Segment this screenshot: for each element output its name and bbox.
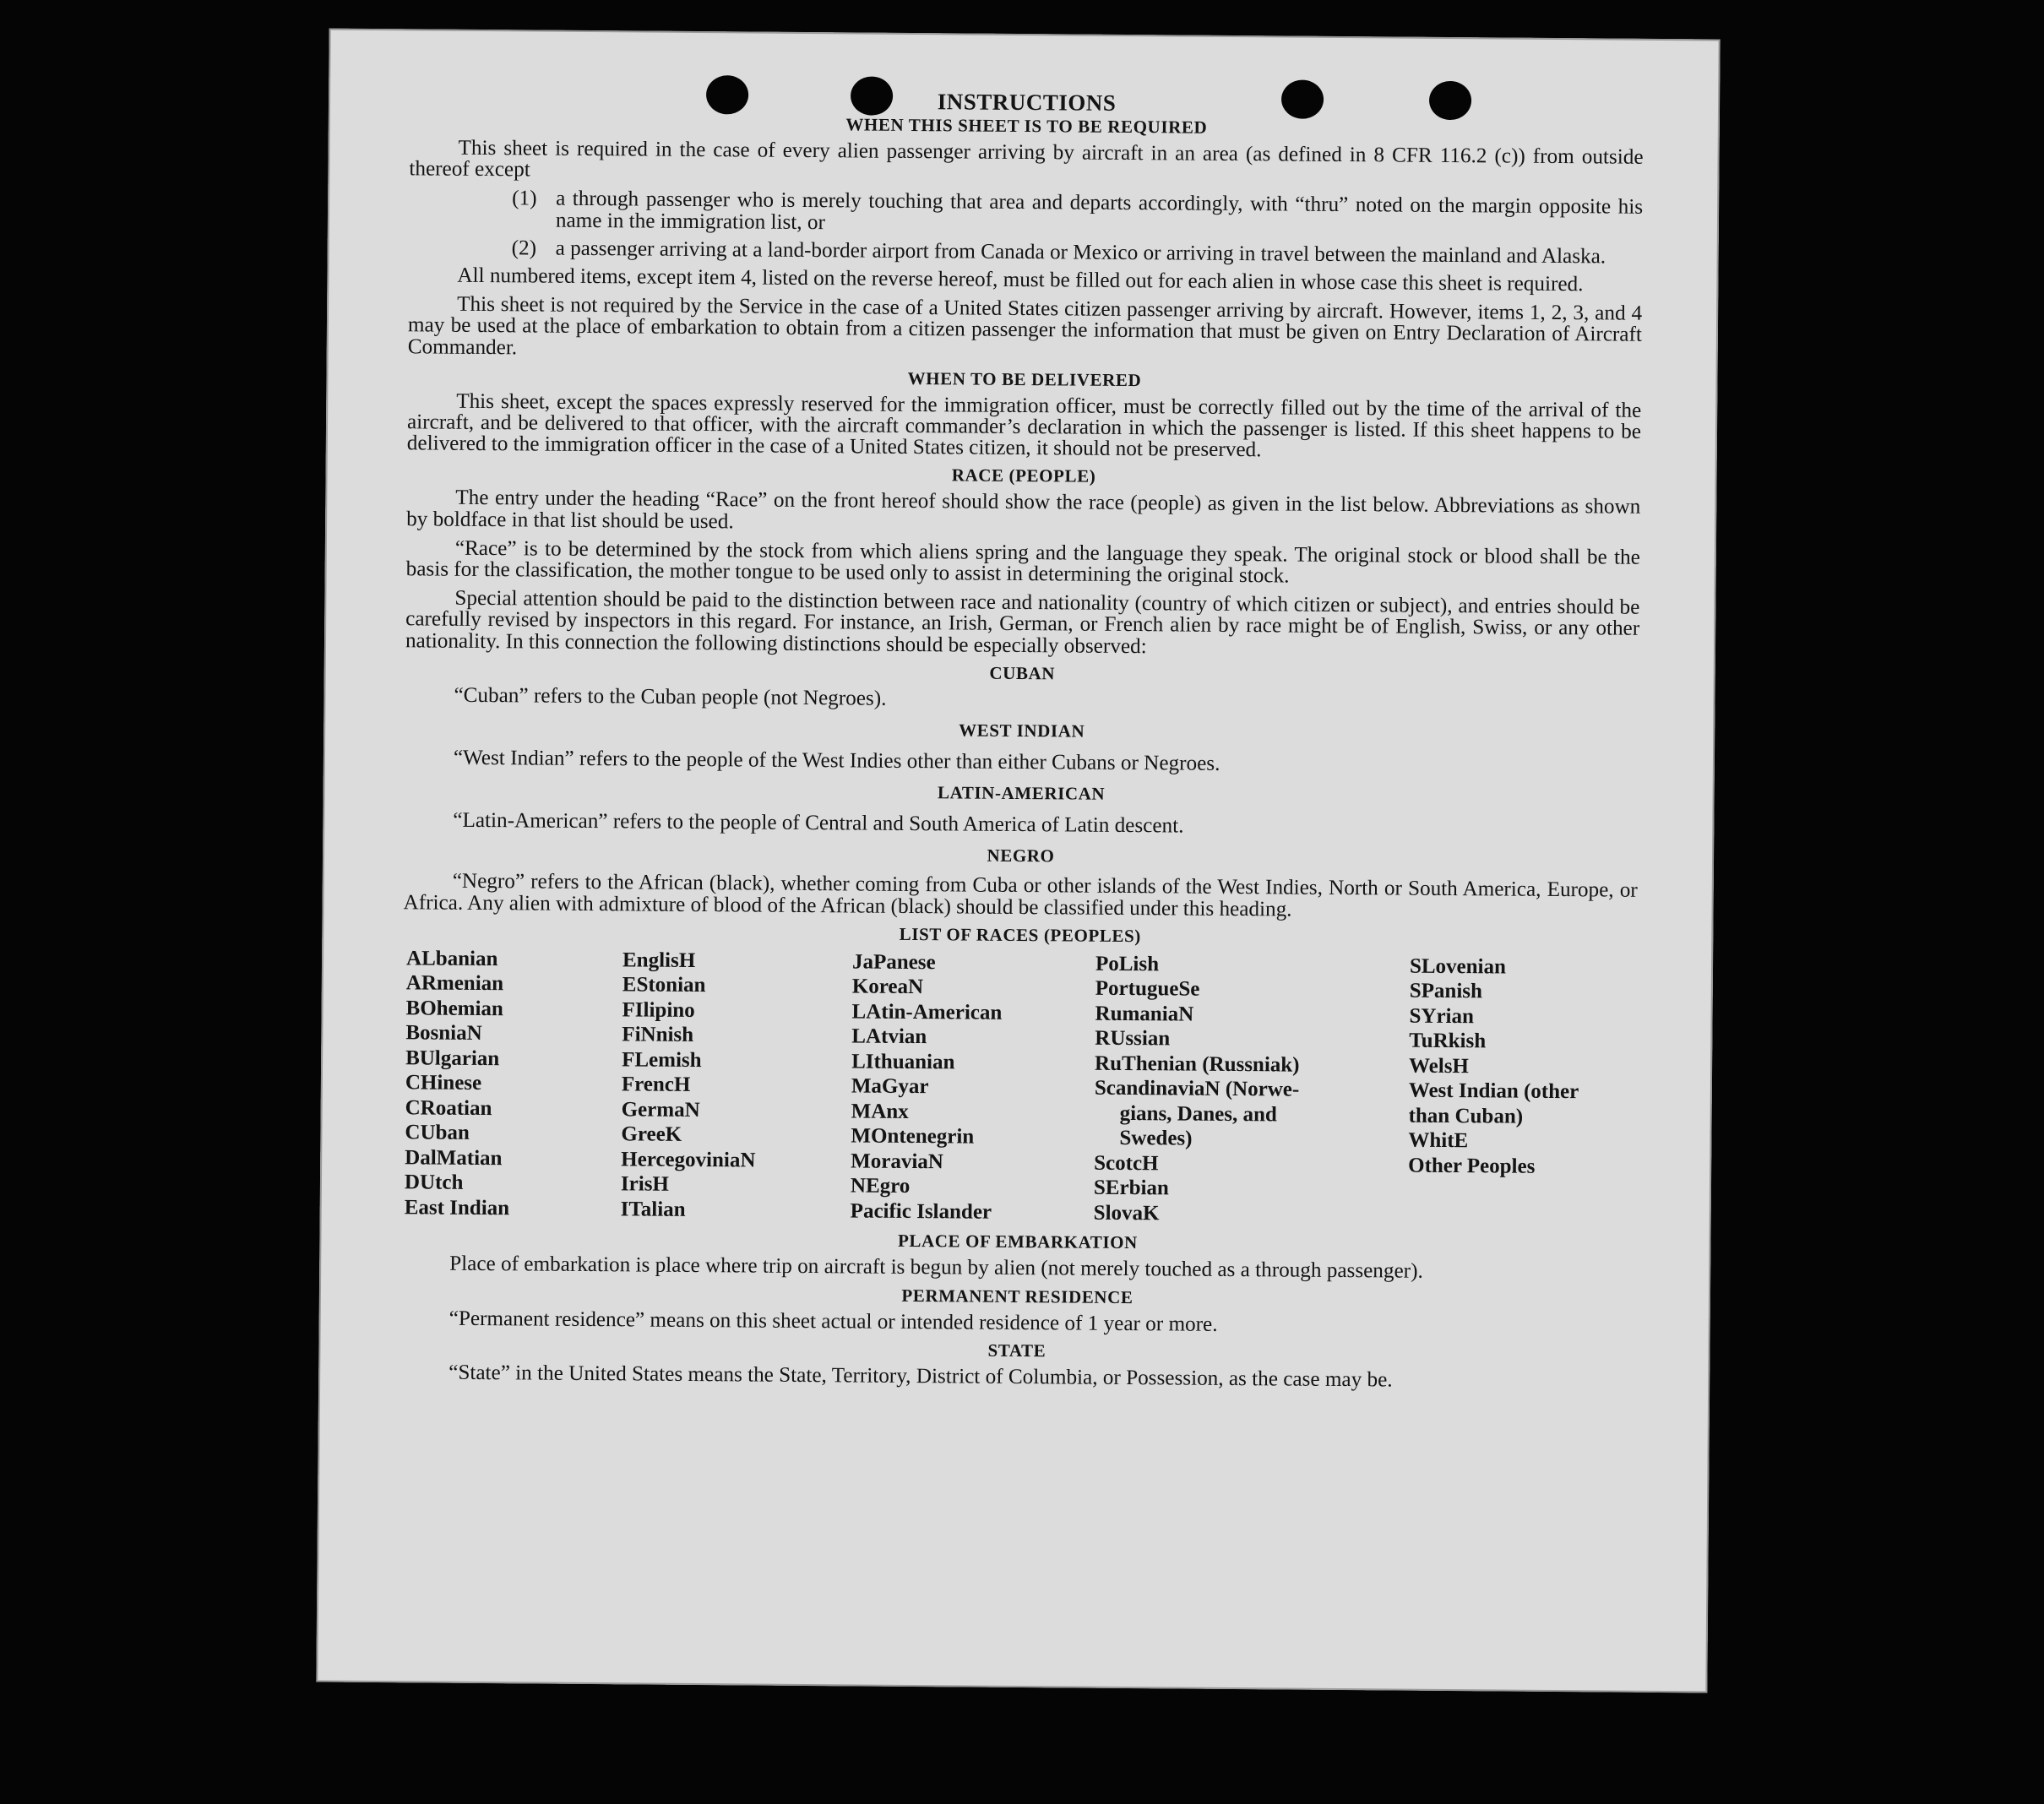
- race-entry: LIthuanian: [851, 1050, 955, 1074]
- race-entry: BosniaN: [405, 1021, 482, 1046]
- paragraph-state: “State” in the United States means the State, Territory, District of Columbia, or Possession, as the case may be.: [448, 1361, 1393, 1392]
- section-heading-negro: NEGRO: [987, 845, 1055, 867]
- race-entry: WhitE: [1408, 1129, 1469, 1153]
- race-entry: Swedes): [1119, 1127, 1193, 1151]
- paragraph-required-intro: This sheet is required in the case of every alien passenger arriving by aircraft in an area (as defined in 8 CFR 116.2 (c)) from outside thereof except: [409, 136, 1644, 182]
- race-entry: LAtvian: [851, 1024, 927, 1049]
- paragraph-west-indian: “West Indian” refers to the people of the West Indies other than either Cubans or Negroes.: [453, 746, 1220, 775]
- paragraph-residence: “Permanent residence” means on this sheet actual or intended residence of 1 year or more.: [448, 1307, 1218, 1336]
- race-entry: FiNnish: [622, 1023, 694, 1047]
- races-column: [1408, 954, 1629, 1231]
- races-column: [405, 946, 623, 1222]
- item-number: (2): [511, 236, 537, 260]
- section-heading-west-indian: WEST INDIAN: [959, 720, 1085, 742]
- paragraph-race-1: The entry under the heading “Race” on the front hereof should show the race (people) as given in the list below. Abbreviations as shown by boldface in that list should be used.: [406, 486, 1641, 533]
- race-entry: Pacific Islander: [850, 1199, 992, 1224]
- race-entry: FIlipino: [622, 998, 695, 1022]
- section-heading-residence: PERMANENT RESIDENCE: [901, 1285, 1133, 1307]
- race-entry: MoraviaN: [851, 1149, 944, 1174]
- paragraph-negro: “Negro” refers to the African (black), whether coming from Cuba or other islands of the West Indies, North or South America, Europe, or Africa. Any alien with admixture of blood of the African (black) should be classified under this heading.: [403, 870, 1638, 921]
- item-number: (1): [512, 187, 537, 210]
- paragraph-numbered-items: All numbered items, except item 4, listed on the reverse hereof, must be filled out for each alien in whose case this sheet is required.: [457, 264, 1584, 296]
- race-entry: GreeK: [621, 1122, 682, 1147]
- race-entry: RumaniaN: [1095, 1002, 1194, 1026]
- section-heading-state: STATE: [987, 1339, 1046, 1361]
- race-entry: BOhemian: [405, 997, 504, 1021]
- paragraph-race-2: “Race” is to be determined by the stock from which aliens spring and the language they speak. The original stock or blood shall be the basis for the classification, the mother tongue to be used only to assist in determining the original stock.: [405, 536, 1640, 588]
- race-entry: NEgro: [850, 1174, 911, 1198]
- race-entry: RuThenian (Russniak): [1095, 1051, 1300, 1077]
- race-entry: PortugueSe: [1095, 977, 1200, 1002]
- section-heading-embarkation: PLACE OF EMBARKATION: [897, 1231, 1138, 1253]
- section-heading-required: WHEN THIS SHEET IS TO BE REQUIRED: [845, 114, 1208, 138]
- race-entry: than Cuban): [1408, 1104, 1524, 1128]
- page-title: INSTRUCTIONS: [937, 89, 1117, 116]
- races-column: [621, 948, 853, 1224]
- race-entry: ARmenian: [405, 971, 504, 996]
- race-entry: West Indian (other: [1408, 1079, 1579, 1104]
- race-entry: IrisH: [620, 1172, 670, 1197]
- race-entry: MOntenegrin: [851, 1124, 975, 1149]
- list-item: [409, 236, 1643, 268]
- race-entry: ALbanian: [405, 947, 498, 971]
- race-entry: RUssian: [1095, 1027, 1171, 1051]
- section-heading-latin-american: LATIN-AMERICAN: [937, 782, 1106, 805]
- race-entry: BUlgarian: [405, 1046, 500, 1071]
- race-entry: JaPanese: [851, 950, 936, 975]
- races-column: [1094, 952, 1411, 1228]
- race-entry: DUtch: [404, 1171, 464, 1195]
- item-text: a through passenger who is merely touching that area and departs accordingly, with “thru” noted on the margin opposite his name in the immigration list, or: [555, 187, 1644, 234]
- race-entry: ScandinaviaN (Norwe-: [1094, 1077, 1300, 1101]
- paragraph-embarkation: Place of embarkation is place where trip on aircraft is begun by alien (not merely touched as a through passenger).: [449, 1252, 1423, 1284]
- race-entry: SErbian: [1093, 1176, 1169, 1200]
- race-entry: gians, Danes, and: [1119, 1101, 1277, 1127]
- section-heading-delivered: WHEN TO BE DELIVERED: [907, 367, 1142, 390]
- race-entry: SYrian: [1409, 1004, 1475, 1029]
- race-entry: SLovenian: [1409, 954, 1507, 979]
- paragraph-race-3: Special attention should be paid to the distinction between race and nationality (country of which citizen or subject), and entries should be carefully revised by inspectors in this regard. For instance, an Irish, German, or French alien by race might be of English, Swiss, or any other nationality. In this connection the following distinctions should be especially observed:: [405, 587, 1640, 658]
- race-entry: GermaN: [621, 1098, 700, 1122]
- paragraph-delivered: This sheet, except the spaces expressly reserved for the immigration officer, must be correctly filled out by the time of the arrival of the aircraft, and be delivered to that officer, with the aircraft commander’s declaration in which the passenger is listed. If this sheet happens to be delivered to the immigration officer in the case of a United States citizen, it should not be preserved.: [406, 389, 1642, 462]
- race-entry: WelsH: [1408, 1054, 1470, 1079]
- item-text: a passenger arriving at a land-border airport from Canada or Mexico or arriving in travel between the mainland and Alaska.: [555, 236, 1606, 269]
- race-entry: ITalian: [620, 1198, 686, 1221]
- race-entry: HercegoviniaN: [621, 1148, 756, 1172]
- race-entry: SlovaK: [1093, 1201, 1160, 1225]
- race-entry: CRoatian: [405, 1096, 492, 1120]
- race-entry: SPanish: [1409, 980, 1483, 1003]
- paragraph-cuban: “Cuban” refers to the Cuban people (not Negroes).: [454, 683, 887, 710]
- section-heading-cuban: CUBAN: [989, 662, 1056, 684]
- race-entry: DalMatian: [405, 1146, 503, 1171]
- document-content: [400, 86, 1644, 1399]
- race-entry: PoLish: [1095, 952, 1160, 976]
- race-entry: FrencH: [621, 1073, 691, 1097]
- race-entry: EStonian: [622, 973, 706, 997]
- paragraph-latin-american: “Latin-American” refers to the people of Central and South America of Latin descent.: [453, 809, 1184, 838]
- race-entry: FLemish: [622, 1048, 702, 1072]
- race-entry: MAnx: [851, 1100, 909, 1123]
- race-entry: EnglisH: [622, 948, 696, 972]
- race-entry: East Indian: [404, 1196, 510, 1220]
- race-entry: Other Peoples: [1408, 1154, 1536, 1178]
- race-entry: TuRkish: [1409, 1030, 1487, 1053]
- race-entry: LAtin-American: [851, 1000, 1003, 1024]
- list-item: [409, 187, 1643, 240]
- section-heading-races-list: LIST OF RACES (PEOPLES): [899, 923, 1142, 947]
- race-entry: MaGyar: [851, 1074, 929, 1099]
- document-page: [316, 29, 1720, 1693]
- race-entry: KoreaN: [851, 975, 924, 999]
- race-entry: CUban: [405, 1121, 470, 1145]
- section-heading-race: RACE (PEOPLE): [951, 465, 1096, 487]
- races-column: [851, 949, 1096, 1225]
- paragraph-citizen: This sheet is not required by the Service in the case of a United States citizen passenger arriving by aircraft. However, items 1, 2, 3, and 4 may be used at the place of embarkation to obtain from a citizen passenger the information that must be given on Entry Declaration of Aircraft Commander.: [407, 292, 1643, 359]
- races-list: [405, 946, 1638, 1230]
- race-entry: CHinese: [405, 1071, 482, 1095]
- race-entry: ScotcH: [1094, 1151, 1159, 1176]
